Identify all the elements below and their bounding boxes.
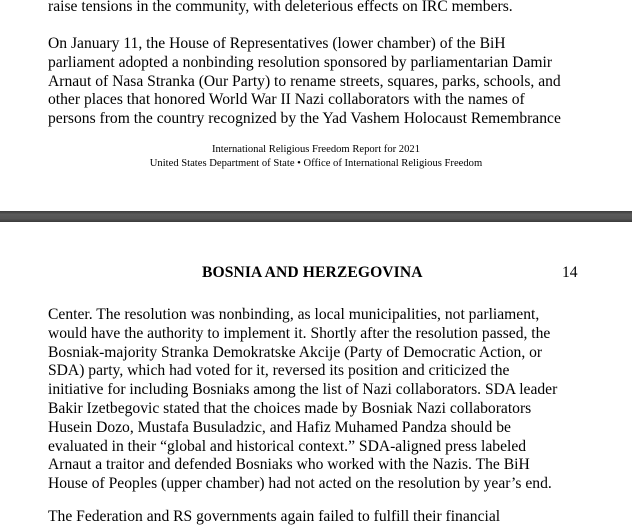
- text-line: Arnaut of Nasa Stranka (Our Party) to rename streets, squares, parks, schools, and: [48, 72, 561, 90]
- text-line: House of Peoples (upper chamber) had not acted on the resolution by year’s end.: [48, 475, 552, 493]
- paragraph-resolution-continued: [48, 306, 608, 494]
- text-line: parliament adopted a nonbinding resolution sponsored by parliamentarian Damir: [48, 53, 553, 71]
- text-line: On January 11, the House of Representatives (lower chamber) of the BiH: [48, 35, 506, 52]
- text-line: raise tensions in the community, with deleterious effects on IRC members.: [48, 0, 513, 15]
- text-line: SDA) party, which had voted for it, reversed its position and criticized the: [48, 362, 510, 380]
- text-line: would have the authority to implement it. Shortly after the resolution passed, the: [48, 324, 551, 342]
- text-line: Bosniak-majority Stranka Demokratske Akcije (Party of Democratic Action, or: [48, 343, 543, 361]
- text-line: Bakir Izetbegovic stated that the choices made by Bosniak Nazi collaborators: [48, 399, 532, 417]
- running-header-title: BOSNIA AND HERZEGOVINA: [202, 264, 423, 281]
- text-line: Center. The resolution was nonbinding, as local municipalities, not parliament,: [48, 306, 540, 323]
- footer-report-title: International Religious Freedom Report for 2021: [211, 144, 420, 155]
- text-line: Husein Dozo, Mustafa Busuladzic, and Hafiz Muhamed Pandza should be: [48, 418, 511, 436]
- paragraph-fragment-bottom: [48, 508, 608, 527]
- text-line: Arnaut a traitor and defended Bosniaks who worked with the Nazis. The BiH: [48, 456, 530, 474]
- text-line: initiative for including Bosniaks among the list of Nazi collaborators. SDA leader: [48, 381, 558, 399]
- page-break-separator: [0, 211, 632, 222]
- page-number: 14: [562, 264, 578, 281]
- paragraph-resolution: [48, 35, 608, 129]
- text-line: persons from the country recognized by the Yad Vashem Holocaust Remembrance: [48, 110, 561, 128]
- text-line: other places that honored World War II Nazi collaborators with the names of: [48, 91, 525, 109]
- footer-department: United States Department of State • Office of International Religious Freedom: [149, 158, 483, 169]
- text-line: The Federation and RS governments again failed to fulfill their financial: [48, 508, 501, 525]
- paragraph-fragment-top: [48, 0, 608, 17]
- page-footer: [0, 143, 632, 171]
- text-line: evaluated in their “global and historical context.” SDA-aligned press labeled: [48, 437, 527, 455]
